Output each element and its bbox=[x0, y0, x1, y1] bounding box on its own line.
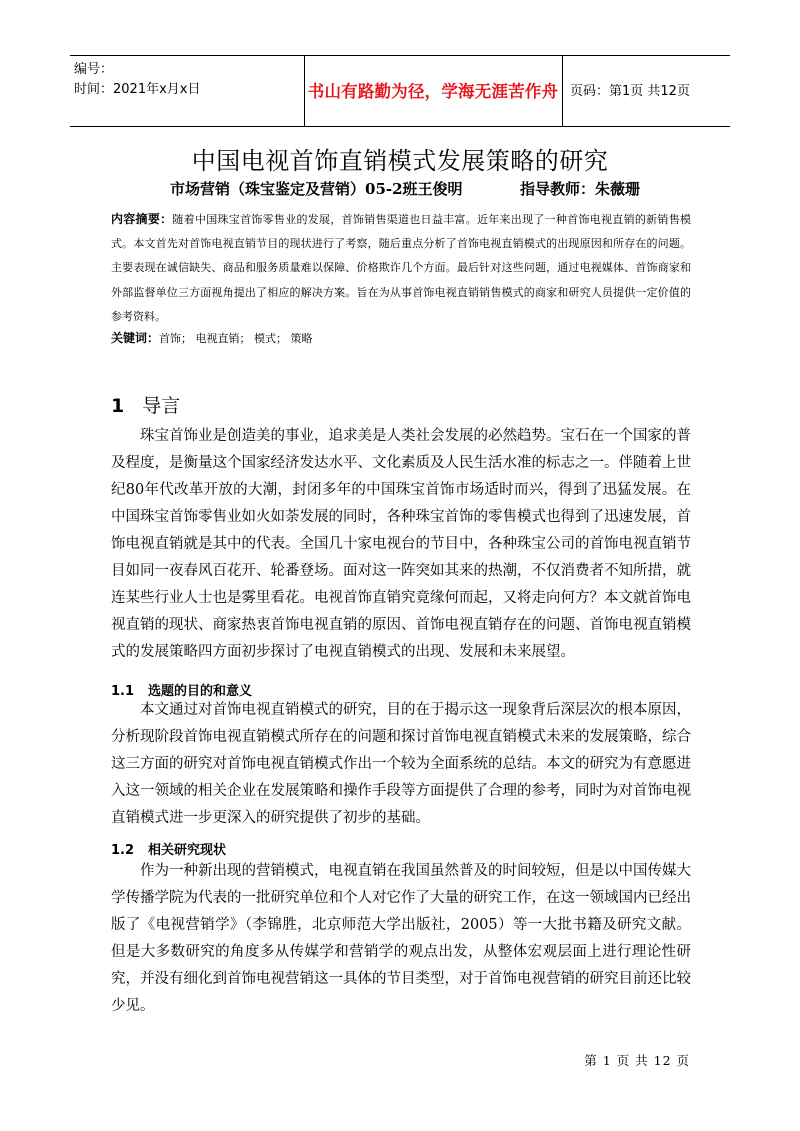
keyword: ； 策略 bbox=[276, 332, 313, 345]
document-title: 中国电视首饰直销模式发展策略的研究 bbox=[191, 147, 609, 175]
purpose-paragraph: 本文通过对首饰电视直销模式的研究，目的在于揭示这一现象背后深层次的根本原因，分析现阶段首饰电视直销模式所存在的问题和探讨首饰电视直销模式未来的发展策略，综合这三方面的研究对首饰电视直销模式作出一个较为全面系统的总结。本文的研究为有意愿进入这一领域的相关企业在发展策略和操作手段等方面提供了合理的参考，同时为对首饰电视直销模式进一步更深入的研究提供了初步的基础。 bbox=[111, 702, 691, 826]
header-divider bbox=[562, 56, 563, 126]
advisor-line: 指导教师：朱薇珊 bbox=[520, 180, 641, 198]
subsection-title: 选题的目的和意义 bbox=[148, 684, 253, 699]
page-header bbox=[70, 55, 730, 127]
subsection-number: 1.1 bbox=[111, 684, 135, 699]
keyword: ； 电视直销 bbox=[181, 332, 240, 345]
abstract-text: 随着中国珠宝首饰零售业的发展，首饰销售渠道也日益丰富。近年来出现了一种首饰电视直销的新销售模式。本文首先对首饰电视直销节目的现状进行了考察，随后重点分析了首饰电视直销模式的出现原因和所存在的问题。主要表现在诚信缺失、商品和服务质量难以保障、价格欺诈几个方面。最后针对这些问题，通过电视媒体、首饰商家和外部监督单位三方面视角提出了相应的解决方案。旨在为从事首饰电视直销销售模式的商家和研究人员提供一定价值的参考资料。 bbox=[111, 213, 691, 323]
section-number: 1 bbox=[111, 395, 125, 417]
section-title: 导言 bbox=[142, 395, 181, 417]
abstract-label: 内容摘要： bbox=[111, 212, 173, 226]
author-line: 市场营销（珠宝鉴定及营销）05-2班王俊明 bbox=[170, 180, 463, 198]
keywords-label: 关键词： bbox=[111, 331, 160, 345]
keywords bbox=[111, 329, 313, 346]
keyword: 首饰 bbox=[159, 332, 182, 345]
subsection-title: 相关研究现状 bbox=[148, 843, 227, 858]
header-meta bbox=[74, 60, 244, 100]
keyword: ； 模式 bbox=[240, 332, 277, 345]
date-label: 时间：2021年x月x日 bbox=[74, 82, 201, 97]
subsection-heading bbox=[111, 839, 226, 858]
header-divider bbox=[304, 56, 305, 126]
introduction-paragraph: 珠宝首饰业是创造美的事业，追求美是人类社会发展的必然趋势。宝石在一个国家的普及程度，是衡量这个国家经济发达水平、文化素质及人民生活水准的标志之一。伴随着上世纪80年代改革开放的大潮，封闭多年的中国珠宝首饰市场适时而兴，得到了迅猛发展。在中国珠宝首饰零售业如火如荼发展的同时，各种珠宝首饰的零售模式也得到了迅速发展，首饰电视直销就是其中的代表。全国几十家电视台的节目中，各种珠宝公司的首饰电视直销节目如同一夜春风百花开、轮番登场。面对这一阵突如其来的热潮，不仅消费者不知所措，就连某些行业人士也是雾里看花。电视首饰直销究竟缘何而起，又将走向何方？本文就首饰电视直销的现状、商家热衷首饰电视直销的原因、首饰电视直销存在的问题、首饰电视直销模式的发展策略四方面初步探讨了电视直销模式的出现、发展和未来展望。 bbox=[111, 428, 691, 660]
page-footer: 第 1 页 共 12 页 bbox=[584, 1053, 690, 1068]
header-motto: 书山有路勤为径，学海无涯苦作舟 bbox=[307, 82, 559, 101]
research-status-paragraph: 作为一种新出现的营销模式，电视直销在我国虽然普及的时间较短，但是以中国传媒大学传播学院为代表的一批研究单位和个人对它作了大量的研究工作，在这一领域国内已经出版了《电视营销学》（李锦胜，北京师范大学出版社，2005）等一大批书籍及研究文献。但是大多数研究的角度多从传媒学和营销学的观点出发，从整体宏观层面上进行理论性研究，并没有细化到首饰电视营销这一具体的节目类型，对于首饰电视营销的研究目前还比较少见。 bbox=[111, 863, 691, 1014]
section-heading bbox=[111, 391, 180, 418]
serial-number-label: 编号： bbox=[74, 62, 114, 77]
subsection-number: 1.2 bbox=[111, 843, 135, 858]
abstract bbox=[111, 207, 691, 329]
header-page-info: 页码：第1页 共12页 bbox=[570, 84, 690, 99]
